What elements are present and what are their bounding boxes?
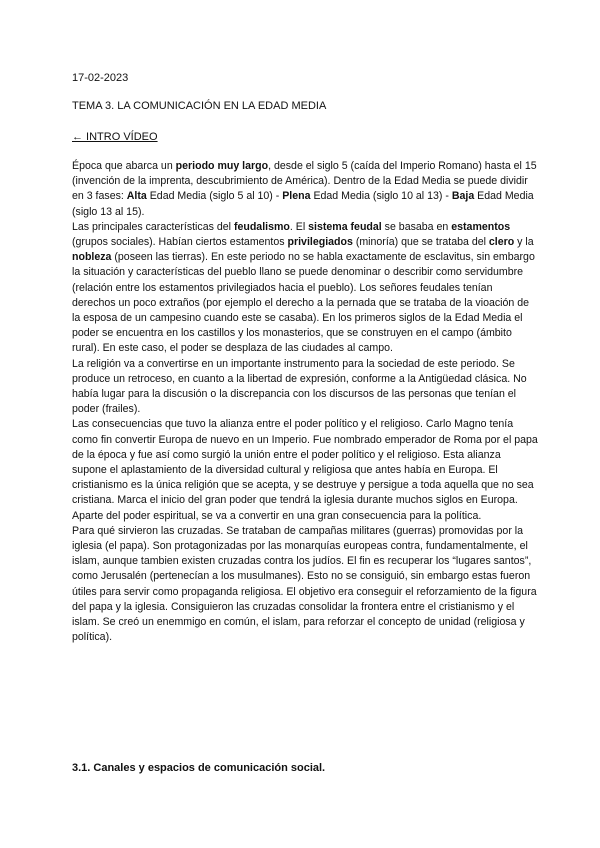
bold-term: nobleza xyxy=(72,251,112,264)
bold-term: estamentos xyxy=(451,220,511,233)
text-run: Edad Media (siglo 5 al 10) - xyxy=(146,190,283,203)
paragraph-alianza: Las consecuencias que tuvo la alianza entre el poder político y el religioso. Carlo Magno tenía como fin convertir Europa de nuevo en un Imperio. Fue nombrado emperador de Roma por el papa de la época y fue así como surgió la unión entre el poder político y el religioso. Esta alianza supone el aplastamiento de la diversidad cultural y religiosa que antes había en Europa. El cristianismo es la única religión que se acepta, y se destruye y persigue a toda aquella que no sea cristiana. Marca el inicio del gran poder que tendrá la iglesia durante muchos siglos en Europa. Aparte del poder espiritual, se va a convertir en una gran consecuencia para la política. xyxy=(72,418,538,522)
document-date: 17-02-2023 xyxy=(72,72,129,84)
bold-term: Plena xyxy=(282,190,311,203)
bold-term: periodo muy largo xyxy=(175,160,269,172)
paragraph-religion: La religión va a convertirse en un importante instrumento para la sociedad de este periodo. Se produce un retroceso, en cuanto a la libertad de expresión, conforme a la Antigüedad clásica. No había lugar para la discusión o la discrepancia con los discursos de las personas que tenían el poder (frailes). xyxy=(72,357,527,416)
document-body xyxy=(72,159,538,646)
paragraph-cruzadas: Para qué sirvieron las cruzadas. Se trataban de campañas militares (guerras) promovidas por la iglesia (el papa). Son protagonizadas por las monarquías europeas contra, fundamentalmente, el islam, aunque tambien existen cruzadas contra los judíos. El fin es recuperar los “lugares santos”, como Jerusalén (pertenecían a los musulmanes). Esto no se consiguió, sin embargo estas fueron útiles para servir como propaganda religiosa. El objetivo era conseguir el reforzamiento de la figura del papa y la iglesia. Consiguieron las cruzadas consolidar la frontera entre el cristianismo y el islam. Se creó un enemmigo en común, el islam, para reforzar el concepto de unidad (religiosa y política). xyxy=(72,524,537,644)
text-run: y la xyxy=(514,236,534,249)
text-run: Las principales características del xyxy=(72,220,234,233)
bold-term: sistema feudal xyxy=(308,220,382,233)
text-run: (minoría) que se trataba del xyxy=(352,236,489,249)
bold-term: feudalismo xyxy=(233,220,290,233)
text-run: Edad Media (siglo 10 al 13) - xyxy=(310,190,452,203)
text-run: Edad Media (siglo 13 al 15). xyxy=(72,190,534,218)
text-run: se basaba en xyxy=(381,220,452,233)
text-run: (grupos sociales). Habían ciertos estamentos xyxy=(72,236,288,249)
paragraph-feudalismo xyxy=(72,220,538,357)
intro-video-link[interactable]: ← INTRO VÍDEO xyxy=(72,131,158,143)
bold-term: Alta xyxy=(126,190,147,203)
text-run: Época que abarca un xyxy=(72,160,176,172)
text-run: (poseen las tierras). En este periodo no se habla exactamente de esclavitus, sin embargo la situación y características del pueblo llano se puede denominar o describir como servidumbre (relación entre los estamentos privilegiados hacia el pueblo). Los señores feudales tenían derechos un poco extraños (por ejemplo el derecho a la pernada que se trataba de la vioación de la esposa de un campesino cuando este se casaba). En los primeros siglos de la Edad Media el poder se encuentra en los castillos y los monasterios, que se construyen en el campo (ámbito rural). En este caso, el poder se desplaza de las ciudades al campo. xyxy=(72,251,535,355)
bold-term: clero xyxy=(488,236,515,249)
document-title: TEMA 3. LA COMUNICACIÓN EN LA EDAD MEDIA xyxy=(72,100,327,112)
text-run: , desde el siglo 5 (caída del Imperio Romano) hasta el 15 (invención de la imprenta, descubrimiento de América). Dentro de la Edad Media se puede dividir en 3 fases: xyxy=(72,160,537,203)
bold-term: privilegiados xyxy=(287,236,353,249)
paragraph-edad-media-periods xyxy=(72,159,538,220)
text-run: . El xyxy=(289,220,309,233)
bold-term: Baja xyxy=(451,190,475,203)
section-heading: 3.1. Canales y espacios de comunicación social. xyxy=(72,762,326,774)
